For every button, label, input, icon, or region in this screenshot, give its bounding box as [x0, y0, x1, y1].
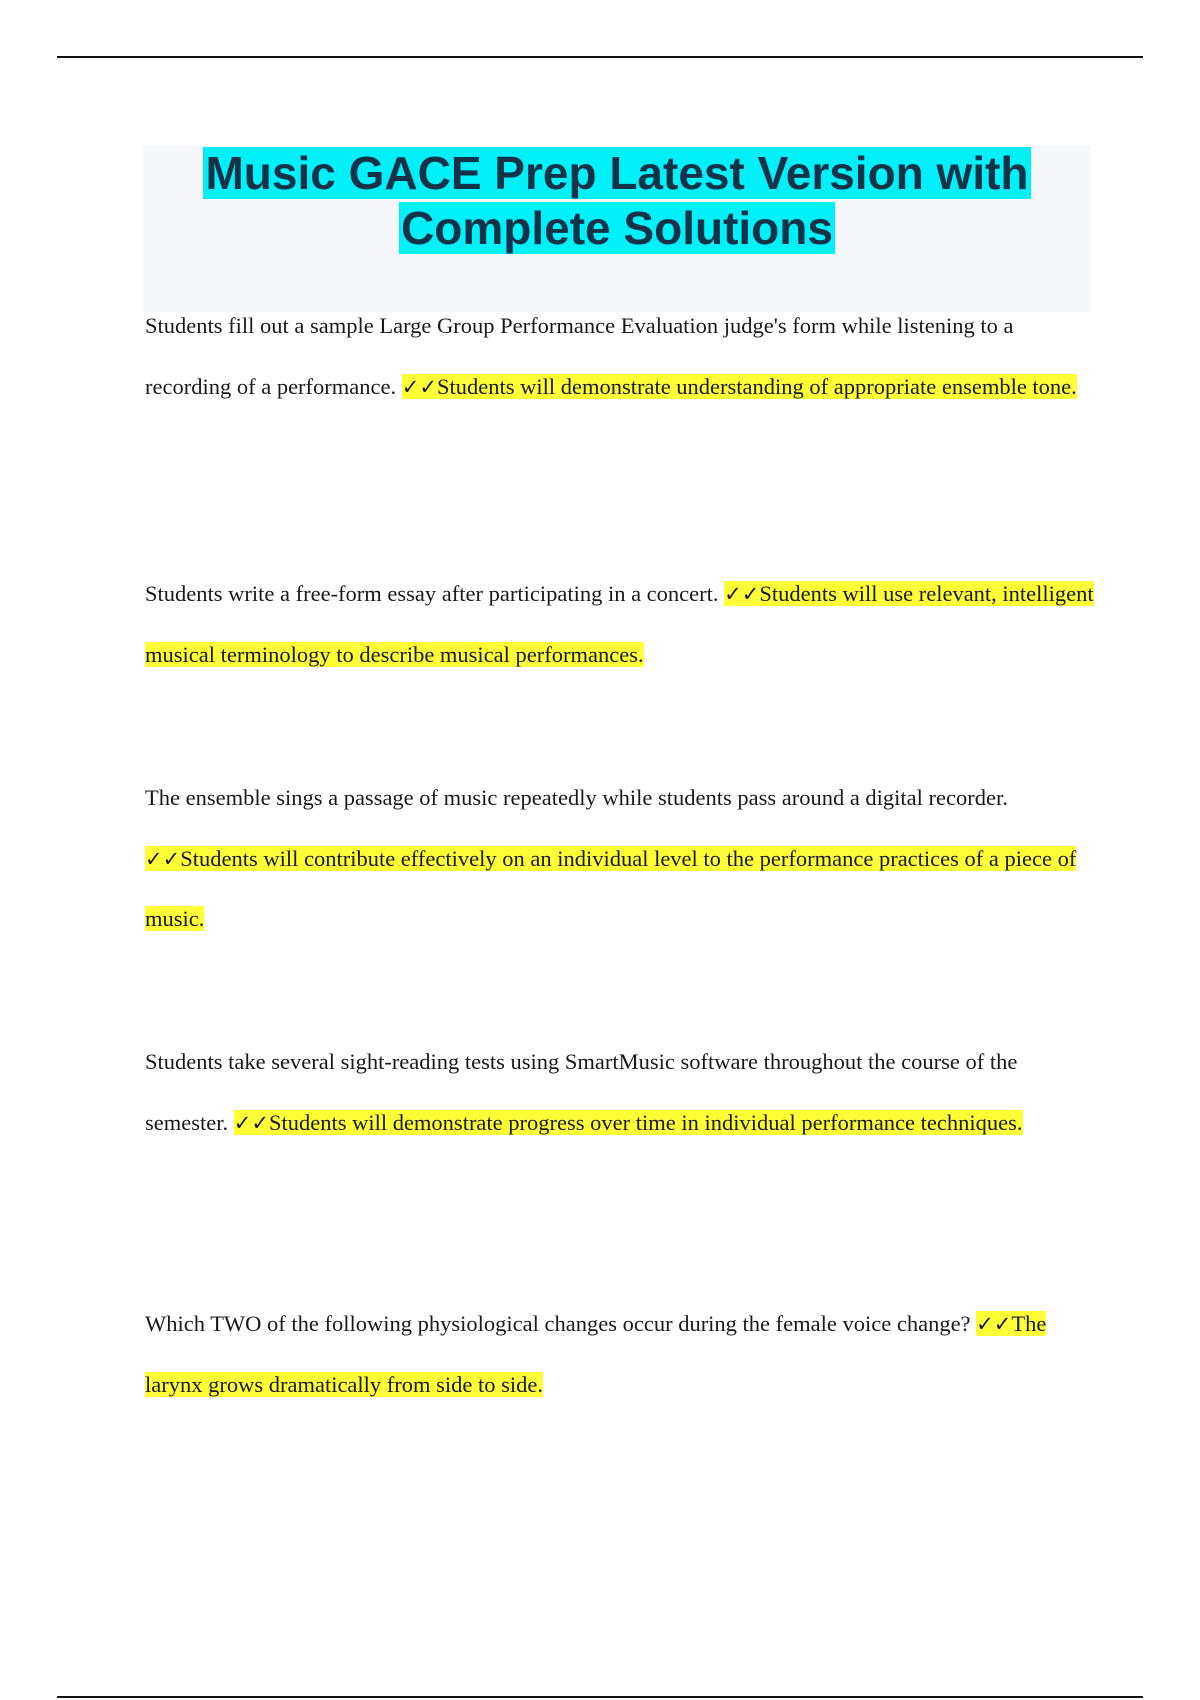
answer-text: ✓✓Students will contribute effectively on an individual level to the performance practices of a piece of music. [145, 845, 1077, 931]
check-icon: ✓✓ [233, 1110, 269, 1135]
question-text: Students write a free-form essay after participating in a concert. [145, 581, 719, 606]
question-text: Students fill out a sample Large Group Performance Evaluation judge's form while listening to a recording of a performance. [145, 313, 1014, 399]
question-text: The ensemble sings a passage of music repeatedly while students pass around a digital recorder. [145, 785, 1008, 810]
check-icon: ✓✓ [145, 846, 181, 871]
answer-text: ✓✓Students will demonstrate progress over time in individual performance techniques. [233, 1109, 1023, 1135]
answer-text: ✓✓Students will demonstrate understanding of appropriate ensemble tone. [401, 373, 1077, 399]
question-text: Students take several sight-reading tests using SmartMusic software throughout the course of the semester. [145, 1049, 1018, 1135]
check-icon: ✓✓ [401, 374, 437, 399]
check-icon: ✓✓ [724, 582, 760, 606]
page-title [143, 146, 1091, 256]
qa-item-5 [145, 1294, 1095, 1415]
qa-item-3 [145, 768, 1095, 950]
title-block [143, 146, 1091, 312]
qa-item-2 [145, 564, 1095, 685]
title-line-1: Music GACE Prep Latest Version with [205, 147, 1029, 199]
top-rule [57, 56, 1143, 58]
qa-item-1 [145, 296, 1095, 417]
title-line-2: Complete Solutions [401, 202, 833, 254]
answer-text: ✓✓Students will use relevant, intelligent musical terminology to describe musical performances. [145, 581, 1094, 667]
qa-item-4 [145, 1032, 1095, 1153]
answer-text: ✓✓The larynx grows dramatically from side to side. [145, 1311, 1047, 1397]
question-text: Which TWO of the following physiological changes occur during the female voice change? [145, 1311, 971, 1336]
bottom-rule [57, 1696, 1143, 1698]
check-icon: ✓✓ [976, 1312, 1012, 1336]
